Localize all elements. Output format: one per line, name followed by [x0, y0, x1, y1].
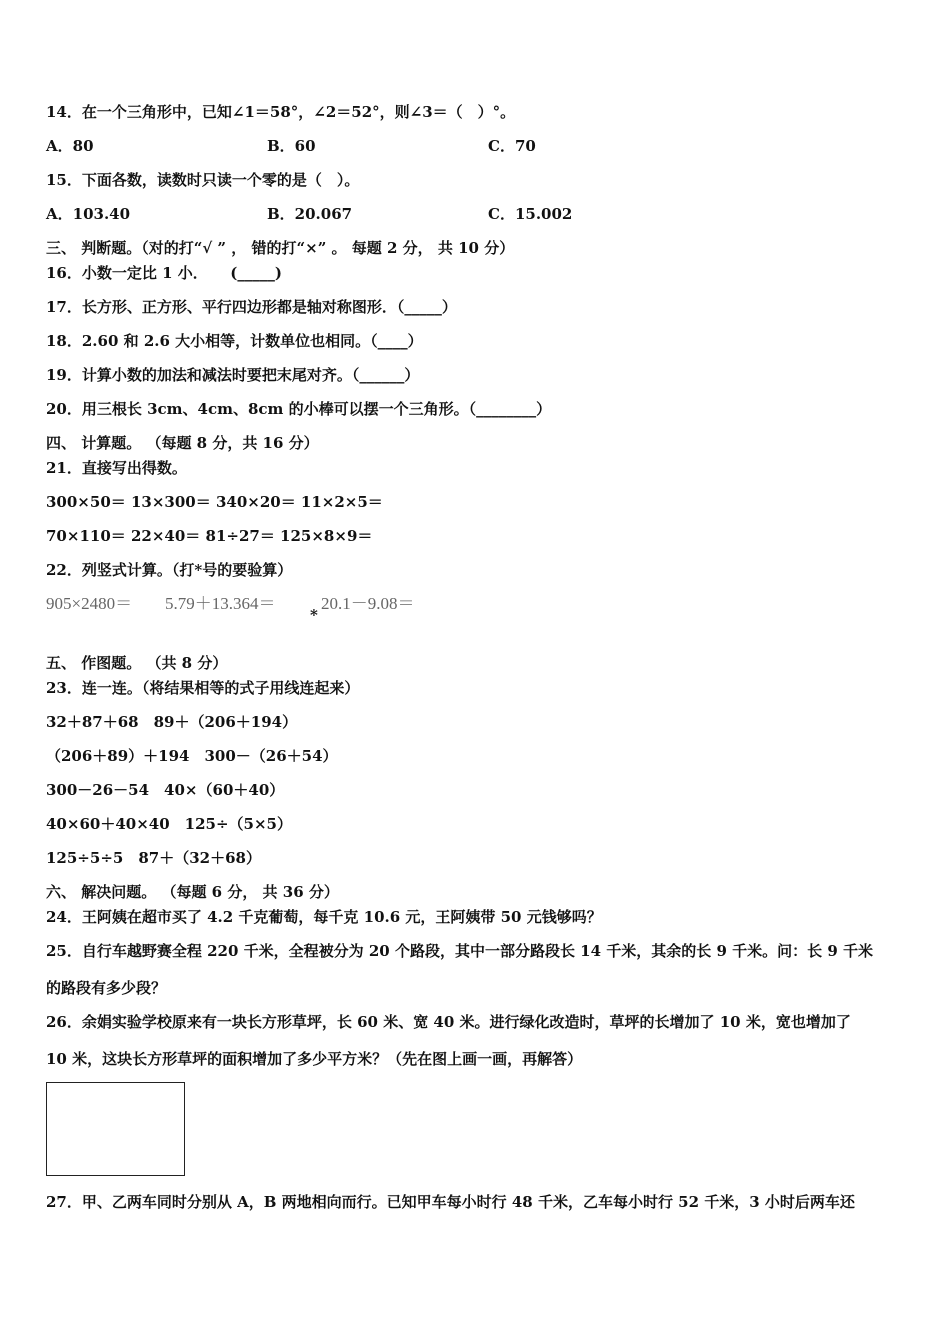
q21-row-1: 300×50＝ 13×300＝ 340×20＝ 11×2×5＝ — [46, 493, 383, 511]
verify-star-mark: * — [310, 606, 318, 624]
q14-option-c: C．70 — [488, 137, 536, 155]
q27-line-1: 27．甲、乙两车同时分别从 A，B 两地相向而行。已知甲车每小时行 48 千米，乙车每小时行 52 千米，3 小时后两车还 — [46, 1193, 855, 1211]
q18: 18．2.60 和 2.6 大小相等，计数单位也相同。（____） — [46, 332, 423, 350]
q15-option-a: A．103.40 — [46, 205, 131, 223]
q17: 17．长方形、正方形、平行四边形都是轴对称图形．（_____） — [46, 298, 457, 316]
q14-stem: 14．在一个三角形中，已知∠1＝58°，∠2＝52°，则∠3＝（ ）°。 — [46, 103, 516, 121]
section6-heading: 六、 解决问题。 （每题 6 分， 共 36 分） — [46, 883, 339, 901]
q22-stem: 22．列竖式计算。（打*号的要验算） — [46, 561, 293, 579]
q22-expression-1: 905×2480＝ — [46, 594, 133, 613]
section4-heading: 四、 计算题。 （每题 8 分，共 16 分） — [46, 434, 319, 452]
q26-line-2: 10 米，这块长方形草坪的面积增加了多少平方米？（先在图上画一画，再解答） — [46, 1050, 583, 1068]
q22-expression-3: 20.1－9.08＝ — [321, 594, 415, 613]
q15-stem: 15．下面各数，读数时只读一个零的是（ ）。 — [46, 171, 360, 189]
q19: 19．计算小数的加法和减法时要把末尾对齐。（______） — [46, 366, 420, 384]
q21-row-2: 70×110＝ 22×40＝ 81÷27＝ 125×8×9＝ — [46, 527, 373, 545]
q23-row-2: （206＋89）＋194 300－（26＋54） — [46, 747, 338, 765]
q24: 24．王阿姨在超市买了 4.2 千克葡萄，每千克 10.6 元，王阿姨带 50 元钱够吗？ — [46, 908, 602, 926]
q22-expression-2: 5.79＋13.364＝ — [165, 594, 276, 613]
q16: 16．小数一定比 1 小． (_____) — [46, 264, 282, 282]
q23-row-3: 300－26－54 40×（60＋40） — [46, 781, 285, 799]
q15-option-b: B．20.067 — [267, 205, 353, 223]
section5-heading: 五、 作图题。 （共 8 分） — [46, 654, 228, 672]
q15-option-c: C．15.002 — [488, 205, 573, 223]
q23-row-1: 32＋87＋68 89＋（206＋194） — [46, 713, 298, 731]
q25-line-2: 的路段有多少段？ — [46, 979, 167, 997]
q21-stem: 21．直接写出得数。 — [46, 459, 187, 477]
q23-stem: 23．连一连。（将结果相等的式子用线连起来） — [46, 679, 360, 697]
q20: 20．用三根长 3cm、4cm、8cm 的小棒可以摆一个三角形。（________） — [46, 400, 552, 418]
section3-heading: 三、 判断题。（对的打“√ ” ， 错的打“×” 。 每题 2 分， 共 10 分） — [46, 239, 515, 257]
q23-row-4: 40×60＋40×40 125÷（5×5） — [46, 815, 292, 833]
lawn-rectangle-figure — [46, 1082, 185, 1176]
q26-line-1: 26．余娟实验学校原来有一块长方形草坪，长 60 米、宽 40 米。进行绿化改造时，草坪的长增加了 10 米，宽也增加了 — [46, 1013, 851, 1031]
q14-option-a: A．80 — [46, 137, 94, 155]
q14-option-b: B．60 — [267, 137, 316, 155]
q25-line-1: 25．自行车越野赛全程 220 千米，全程被分为 20 个路段，其中一部分路段长 14 千米，其余的长 9 千米。问：长 9 千米 — [46, 942, 874, 960]
q23-row-5: 125÷5÷5 87＋（32＋68） — [46, 849, 261, 867]
